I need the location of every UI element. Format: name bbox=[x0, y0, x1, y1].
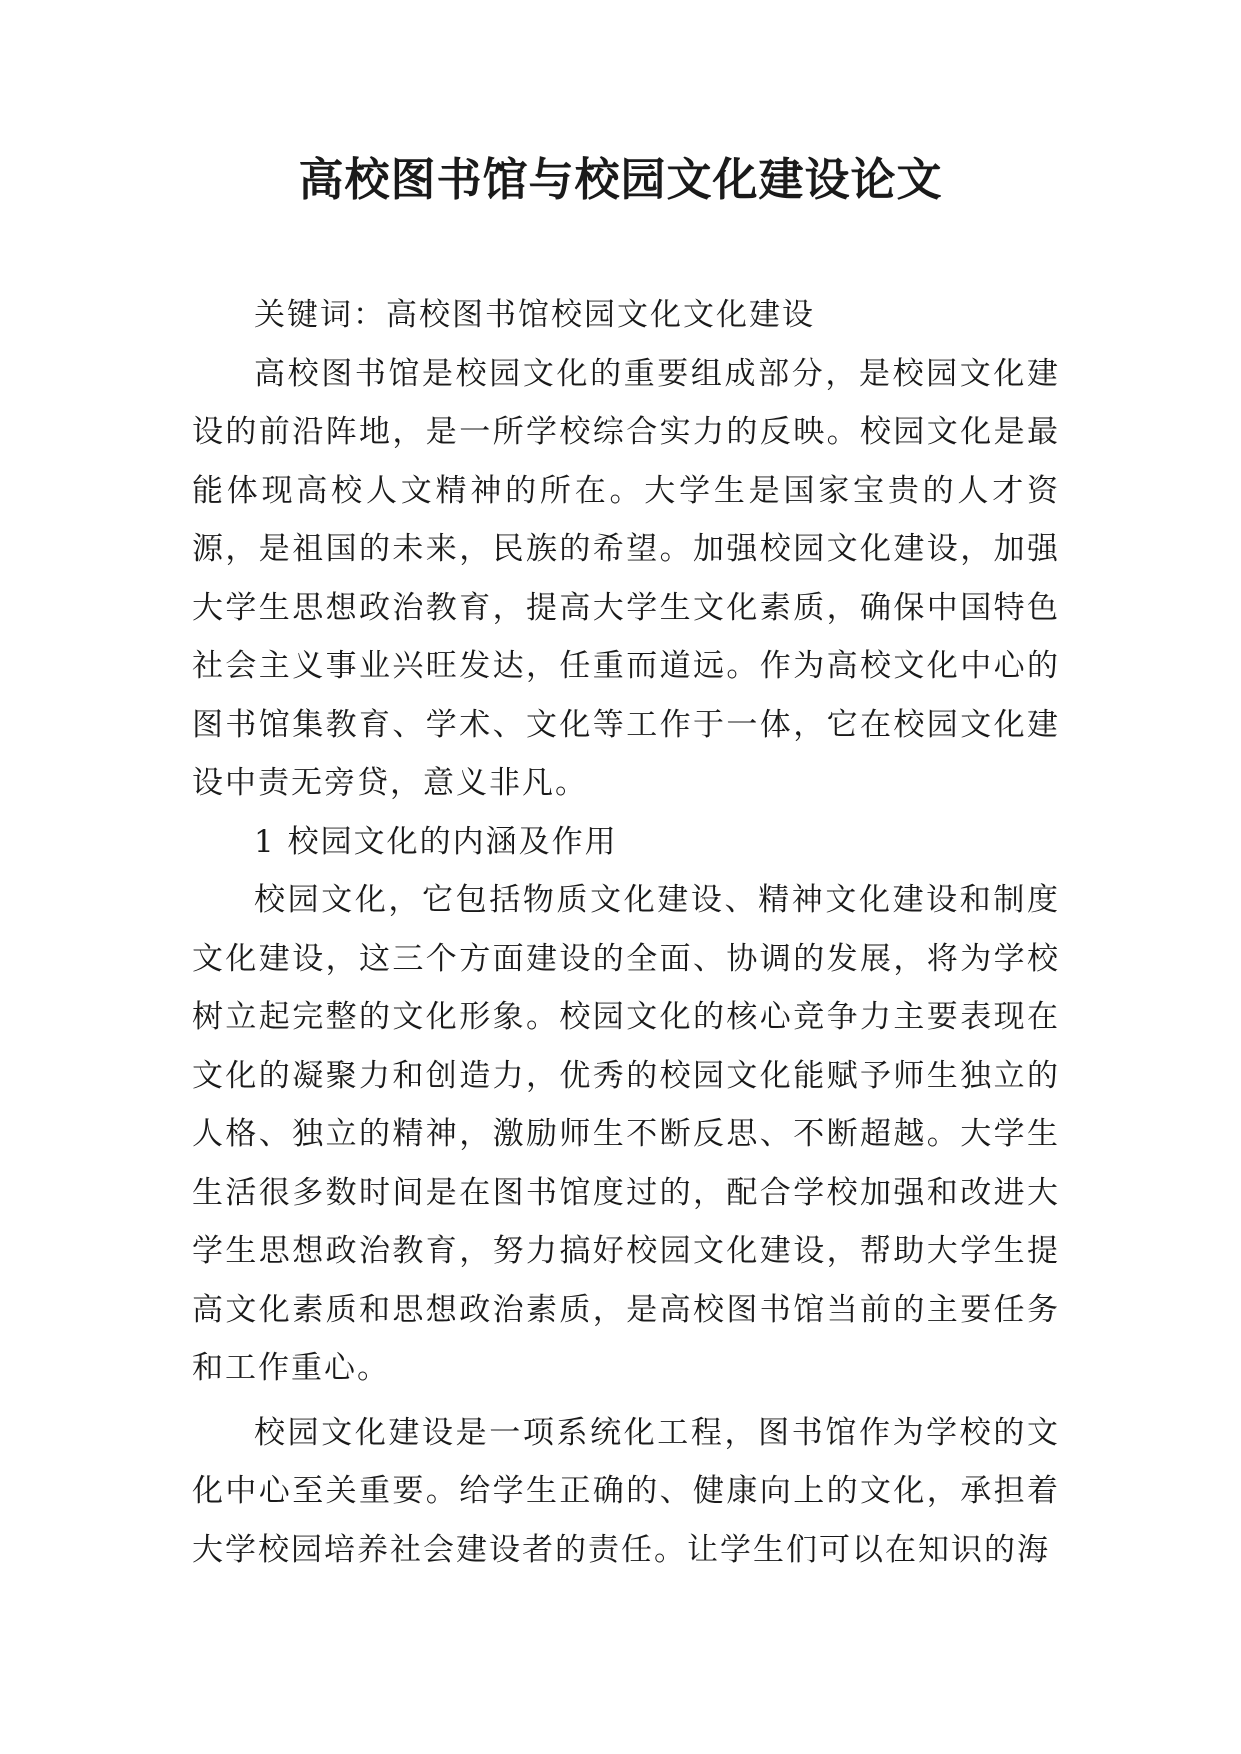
paragraph-library-role: 校园文化建设是一项系统化工程，图书馆作为学校的文化中心至关重要。给学生正确的、健康向上的文化，承担着大学校园培养社会建设者的责任。让学生们可以在知识的海 bbox=[192, 1414, 1060, 1568]
paragraph-campus-culture: 校园文化，它包括物质文化建设、精神文化建设和制度文化建设，这三个方面建设的全面、协调的发展，将为学校树立起完整的文化形象。校园文化的核心竞争力主要表现在文化的凝聚力和创造力，优秀的校园文化能赋予师生独立的人格、独立的精神，激励师生不断反思、不断超越。大学生生活很多数时间是在图书馆度过的，配合学校加强和改进大学生思想政治教育，努力搞好校园文化建设，帮助大学生提高文化素质和思想政治素质，是高校图书馆当前的主要任务和工作重心。 bbox=[192, 882, 1060, 1386]
document-body bbox=[192, 286, 1060, 1579]
document-title: 高校图书馆与校园文化建设论文 bbox=[298, 153, 943, 206]
section-heading: 1 校园文化的内涵及作用 bbox=[254, 823, 618, 860]
keywords-line: 关键词：高校图书馆校园文化文化建设 bbox=[254, 297, 815, 333]
paragraph-intro: 高校图书馆是校园文化的重要组成部分，是校园文化建设的前沿阵地，是一所学校综合实力的反映。校园文化是最能体现高校人文精神的所在。大学生是国家宝贵的人才资源，是祖国的未来，民族的希望。加强校园文化建设，加强大学生思想政治教育，提高大学生文化素质，确保中国特色社会主义事业兴旺发达，任重而道远。作为高校文化中心的图书馆集教育、学术、文化等工作于一体，它在校园文化建设中责无旁贷，意义非凡。 bbox=[192, 355, 1060, 801]
